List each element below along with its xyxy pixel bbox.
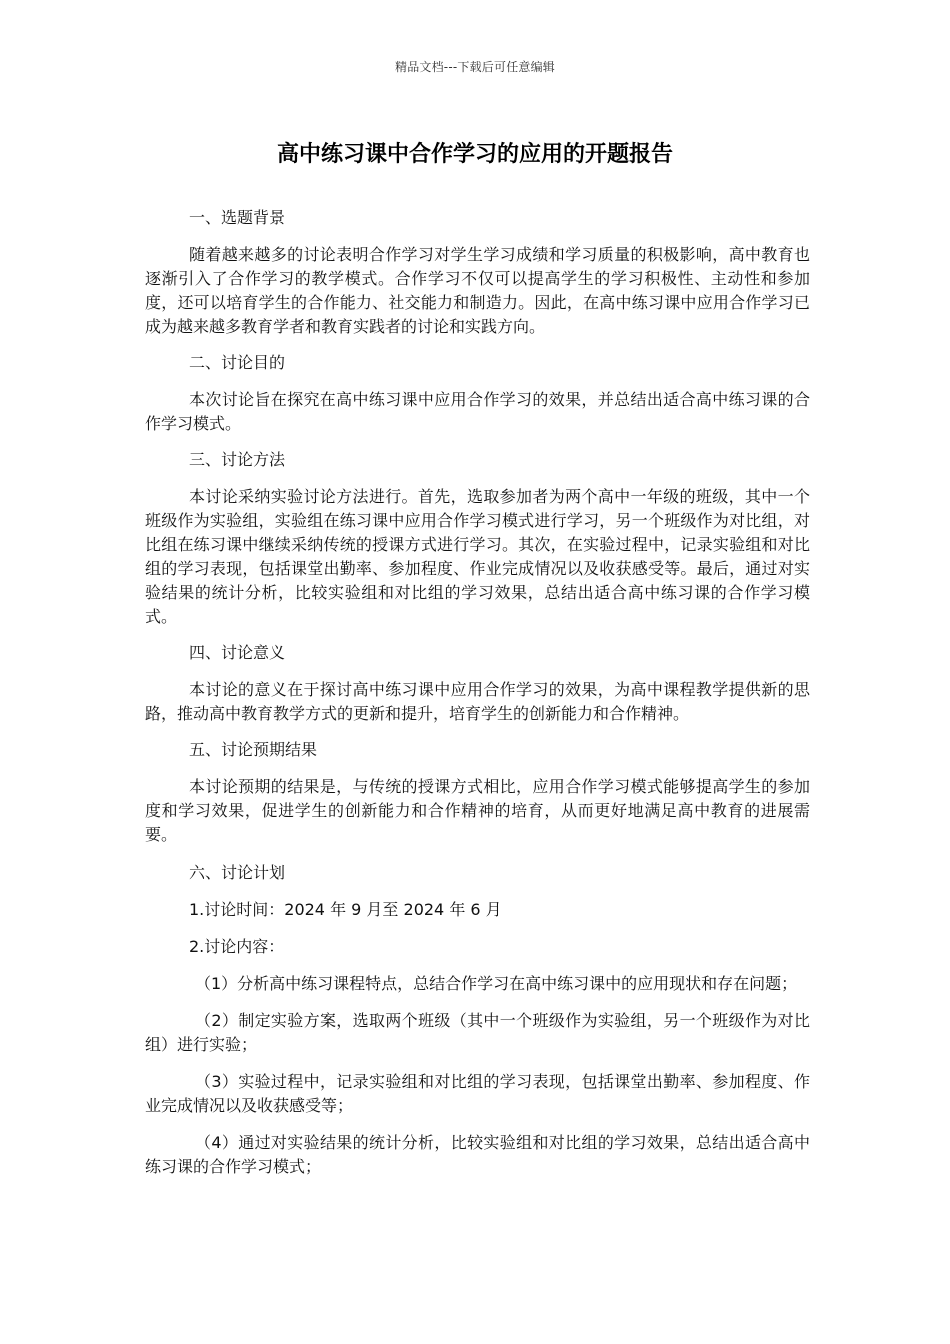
section-heading-background: 一、选题背景 [189, 208, 286, 227]
section-heading-expected-results: 五、讨论预期结果 [189, 740, 318, 759]
document-title: 高中练习课中合作学习的应用的开题报告 [276, 142, 673, 167]
plan-item-4: （4）通过对实验结果的统计分析，比较实验组和对比组的学习效果，总结出适合高中练习课的合作学习模式； [145, 1133, 810, 1176]
paragraph-method: 本讨论采纳实验讨论方法进行。首先，选取参加者为两个高中一年级的班级，其中一个班级作为实验组，实验组在练习课中应用合作学习模式进行学习，另一个班级作为对比组，对比组在练习课中继续采纳传统的授课方式进行学习。其次，在实验过程中，记录实验组和对比组的学习表现，包括课堂出勤率、参加程度、作业完成情况以及收获感受等。最后，通过对实验结果的统计分析，比较实验组和对比组的学习效果，总结出适合高中练习课的合作学习模式。 [145, 487, 810, 626]
section-heading-purpose: 二、讨论目的 [189, 353, 286, 372]
paragraph-significance: 本讨论的意义在于探讨高中练习课中应用合作学习的效果，为高中课程教学提供新的思路，推动高中教育教学方式的更新和提升，培育学生的创新能力和合作精神。 [145, 680, 810, 723]
plan-item-2: （2）制定实验方案，选取两个班级（其中一个班级作为实验组，另一个班级作为对比组）进行实验； [145, 1011, 810, 1054]
section-heading-plan: 六、讨论计划 [189, 863, 286, 882]
section-heading-significance: 四、讨论意义 [189, 643, 286, 662]
paragraph-background: 随着越来越多的讨论表明合作学习对学生学习成绩和学习质量的积极影响，高中教育也逐渐引入了合作学习的教学模式。合作学习不仅可以提高学生的学习积极性、主动性和参加度，还可以培育学生的合作能力、社交能力和制造力。因此，在高中练习课中应用合作学习已成为越来越多教育学者和教育实践者的讨论和实践方向。 [145, 245, 810, 336]
paragraph-expected-results: 本讨论预期的结果是，与传统的授课方式相比，应用合作学习模式能够提高学生的参加度和学习效果，促进学生的创新能力和合作精神的培育，从而更好地满足高中教育的进展需要。 [145, 777, 810, 844]
paragraph-purpose: 本次讨论旨在探究在高中练习课中应用合作学习的效果，并总结出适合高中练习课的合作学习模式。 [145, 390, 810, 433]
section-heading-method: 三、讨论方法 [189, 450, 286, 469]
plan-item-3: （3）实验过程中，记录实验组和对比组的学习表现，包括课堂出勤率、参加程度、作业完成情况以及收获感受等； [145, 1072, 810, 1115]
plan-item-1: （1）分析高中练习课程特点，总结合作学习在高中练习课中的应用现状和存在问题； [195, 974, 798, 993]
plan-time: 1.讨论时间：2024 年 9 月至 2024 年 6 月 [189, 900, 502, 919]
document-body [145, 206, 810, 1192]
page-header: 精品文档---下载后可任意编辑 [395, 60, 555, 74]
plan-content-heading: 2.讨论内容： [189, 937, 285, 956]
